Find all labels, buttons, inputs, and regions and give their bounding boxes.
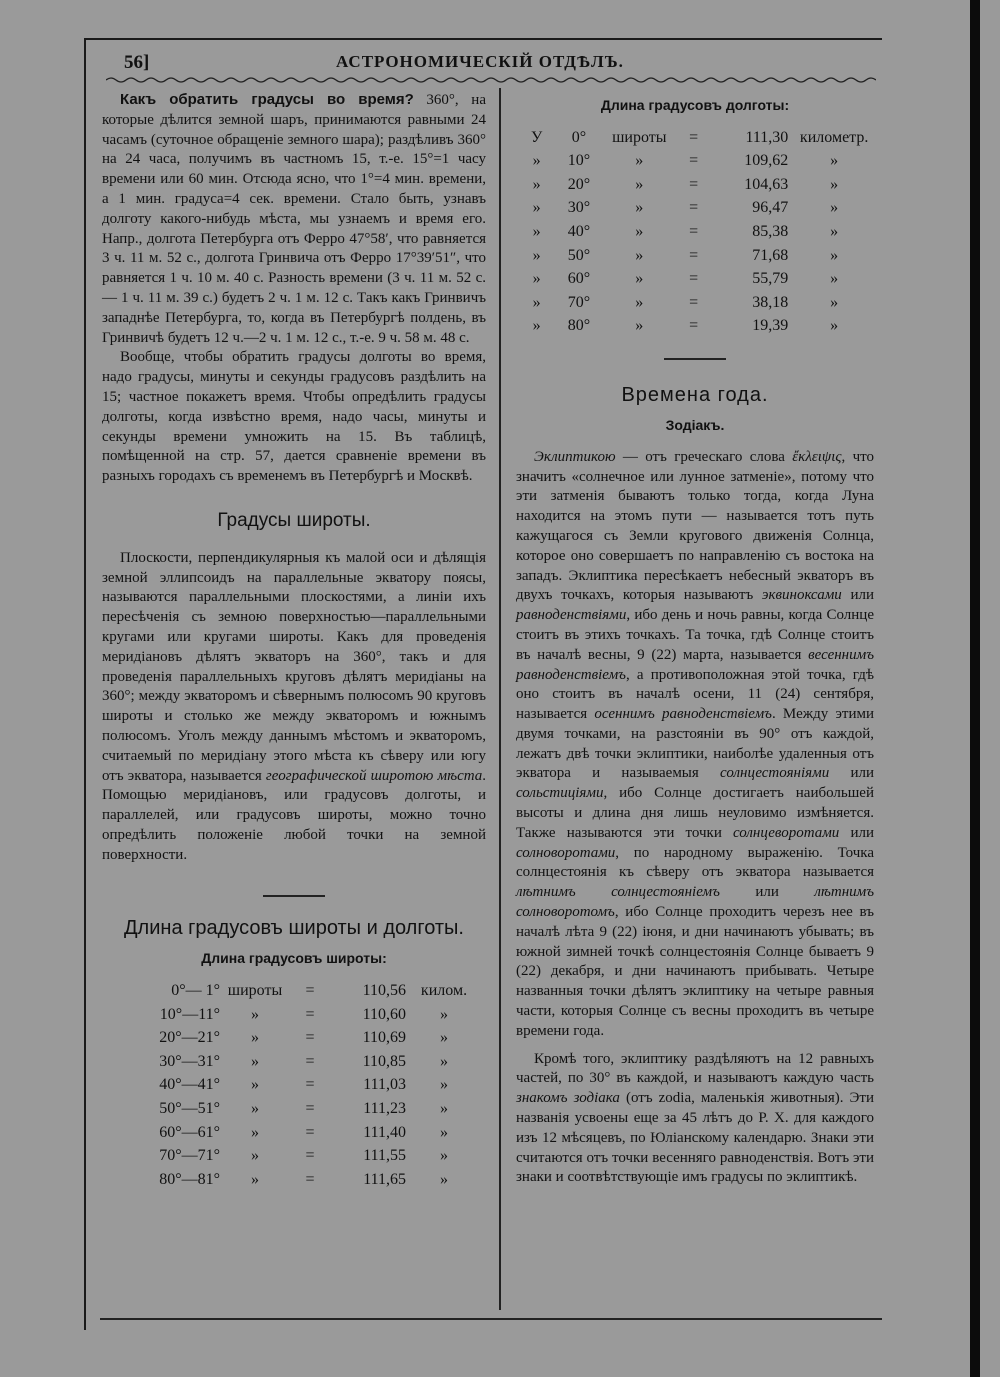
table-cell: »	[532, 317, 541, 335]
paragraph-text: . Помощью меридіановъ, или градусовъ долготы, и параллелей, или градусовъ широты, можно точно опредѣлить положеніе любой точки на земной поверхности.	[102, 767, 486, 863]
table-cell: »	[532, 152, 541, 170]
text: , а противоположная этой точка, гдѣ оно стоитъ въ началѣ осени, 11 (24) сентября, называется	[516, 666, 874, 723]
section-divider	[664, 358, 726, 360]
table-cell: 71,68	[752, 246, 789, 264]
table-cell: 50°	[567, 246, 591, 264]
paragraph-latitude	[102, 549, 486, 866]
table-cell: =	[689, 317, 699, 335]
table-cell: »	[440, 1005, 448, 1023]
table-cell: килом.	[420, 981, 468, 999]
paragraph-ecliptic	[516, 448, 874, 1042]
table-cell: широты	[612, 128, 667, 146]
decorative-wavy-rule	[106, 76, 876, 84]
paragraph-general-rule: Вообще, чтобы обратить градусы долготы во время, надо градусы, минуты и секунды градусовъ раздѣлить на 15; частное покажетъ время. Чтобы опредѣлить градусы долготы, когда извѣстно время, надо часы, минуты и секунды времени умножить на 15. Въ таблицѣ, помѣщенной на стр. 57, дается сравненіе времени въ разныхъ городахъ съ временемъ въ Петербургѣ и Москвѣ.	[102, 349, 486, 485]
table-cell: »	[251, 1170, 259, 1188]
table-cell: 20°	[567, 175, 591, 193]
text: или	[719, 884, 815, 901]
section-heading-latitude: Градусы широты.	[217, 509, 371, 531]
table-cell: 30°	[567, 199, 591, 217]
table-cell: =	[305, 1099, 315, 1117]
table-cell: 70°	[567, 293, 591, 311]
table-cell: километр.	[799, 128, 869, 146]
table-cell: 96,47	[752, 199, 789, 217]
subheading-latitude-lengths: Длина градусовъ широты:	[201, 950, 387, 967]
table-cell: »	[440, 1076, 448, 1094]
table-row	[520, 267, 874, 291]
running-head: АСТРОНОМИЧЕСКІЙ ОТДѢЛЪ.	[336, 52, 624, 71]
table-cell: 30°—31°	[159, 1052, 220, 1070]
table-cell: 110,56	[362, 981, 406, 999]
table-row	[142, 1073, 474, 1097]
table-cell: »	[635, 293, 644, 311]
page-header	[86, 40, 882, 80]
table-cell: 40°	[567, 223, 591, 241]
term: лѣтнимъ солнцестояніемъ	[516, 884, 720, 901]
term: солнцеворотами	[732, 824, 840, 841]
section-heading-seasons: Времена года.	[621, 384, 769, 407]
table-cell: 50°—51°	[159, 1099, 220, 1117]
table-cell: У	[531, 128, 543, 146]
table-cell: =	[305, 1147, 315, 1165]
table-cell: =	[305, 1170, 315, 1188]
paragraph-text: 360°, на которые дѣлится земной шаръ, принимаются равными 24 часамъ (суточное обращеніе земного шара); раздѣливъ 360° на 24 часа, получимъ въ частномъ 15, т.-е. 15°=1 часу времени или 60 мин. Отсюда ясно, что 1°=4 мин. времени, а 1 мин. градуса=4 сек. времени. Стало быть, узнавъ долготу какого-нибудь мѣста, мы узнаемъ и время его. Напр., долгота Петербурга отъ Ферро 47°58′, что равняется 3 ч. 11 м. 52 с., долгота Гринвича отъ Ферро 17°39′51″, что равняется 1 ч. 10 м. 40 с. Разность времени (3 ч. 11 м. 52 с.— 1 ч. 11 м. 39 с.) будетъ 2 ч. 1 м. 12 с. Такъ какъ Гринвичъ западнѣе Петербурга, то, когда въ Петербургѣ полдень, въ Гринвичѣ будетъ 12 ч.—2 ч. 1 м. 12 с., т.-е. 9 ч. 58 м. 48 с.	[102, 92, 486, 346]
text: или	[841, 587, 874, 604]
table-cell: 0°— 1°	[171, 981, 220, 999]
table-row	[520, 291, 874, 315]
table-cell: »	[635, 317, 644, 335]
paragraph-degrees-to-time	[102, 90, 486, 348]
table-cell: 111,23	[363, 1099, 406, 1117]
table-cell: 10°—11°	[159, 1005, 220, 1023]
table-row	[142, 1121, 474, 1145]
term-ecliptic: Эклиптикою	[534, 448, 616, 465]
subheading-zodiac: Зодіакъ.	[665, 416, 725, 433]
table-cell: =	[689, 246, 699, 264]
term: весеннимъ равноденствіемъ	[516, 646, 874, 683]
table-cell: »	[251, 1099, 259, 1117]
table-cell: »	[532, 223, 541, 241]
table-cell: 20°—21°	[159, 1029, 220, 1047]
table-cell: 19,39	[752, 317, 789, 335]
longitude-length-table	[520, 126, 874, 338]
table-cell: 110,60	[362, 1005, 406, 1023]
left-column	[102, 88, 486, 1191]
table-cell: »	[251, 1147, 259, 1165]
column-divider	[499, 88, 501, 1310]
table-cell: »	[635, 223, 644, 241]
table-cell: 85,38	[752, 223, 789, 241]
text: или	[839, 824, 874, 841]
table-cell: =	[305, 1005, 315, 1023]
table-row	[520, 149, 874, 173]
table-cell: »	[830, 317, 839, 335]
table-cell: =	[305, 1076, 315, 1094]
table-cell: »	[830, 175, 839, 193]
text: — отъ греческаго слова	[615, 448, 793, 465]
table-cell: =	[689, 199, 699, 217]
text: или	[829, 765, 874, 782]
table-cell: =	[305, 1123, 315, 1141]
term: осеннимъ равноденствіемъ	[594, 706, 772, 723]
table-cell: 110,85	[362, 1052, 406, 1070]
table-cell: »	[532, 175, 541, 193]
table-cell: »	[532, 270, 541, 288]
table-cell: 40°—41°	[159, 1076, 220, 1094]
term: солноворотами	[516, 844, 616, 861]
subheading-longitude-lengths: Длина градусовъ долготы:	[600, 97, 790, 113]
term-geographic-latitude: географической широтою мѣста	[265, 767, 483, 784]
table-cell: »	[635, 246, 644, 264]
text: , ибо день и ночь равны, когда Солнце стоитъ въ этихъ точкахъ. Та точка, гдѣ Солнце стоитъ въ началѣ весны, 9 (22) марта, называется	[516, 607, 874, 663]
book-page	[84, 38, 882, 1330]
table-cell: 0°	[571, 128, 587, 146]
table-cell: 55,79	[752, 270, 789, 288]
table-cell: 109,62	[744, 152, 789, 170]
table-cell: »	[830, 199, 839, 217]
table-cell: »	[251, 1005, 259, 1023]
section-heading-lengths: Длина градусовъ широты и долготы.	[124, 917, 464, 940]
table-cell: »	[532, 293, 541, 311]
table-cell: »	[635, 152, 644, 170]
table-row	[520, 173, 874, 197]
table-cell: »	[532, 246, 541, 264]
table-cell: »	[635, 175, 644, 193]
table-row	[142, 1050, 474, 1074]
table-cell: »	[532, 199, 541, 217]
table-cell: »	[830, 293, 839, 311]
term: эквиноксами	[761, 587, 842, 604]
table-cell: 10°	[567, 152, 591, 170]
text: , что значитъ «солнечное или лунное затменіе», потому что эти затменія бываютъ только тогда, когда Луна находится на этомъ пути — называется тотъ путь кажущагося съ Земли кругового движенія Солнца, которое оно совершаетъ по направленію съ востока на западъ. Эклиптика пересѣкаетъ небесный экваторъ въ двухъ точкахъ, которыя называютъ	[516, 448, 874, 604]
text: , по народному выраженію. Точка солнцестоянія къ сѣверу отъ экватора называется	[516, 844, 874, 881]
table-row	[142, 1003, 474, 1027]
table-cell: =	[689, 223, 699, 241]
table-cell: =	[305, 1052, 315, 1070]
paragraph-zodiac-signs	[516, 1050, 874, 1189]
term: солнцестояніями	[720, 765, 830, 782]
table-cell: »	[830, 270, 839, 288]
table-cell: »	[251, 1029, 259, 1047]
term: лѣтнимъ солноворотомъ	[516, 884, 874, 921]
table-row	[142, 1097, 474, 1121]
text: . Между этими двумя точками, на разстояніи въ 90° отъ каждой, лежатъ двѣ точки эклиптики, наиболѣе удаленныя отъ экватора и называемыя	[516, 706, 874, 782]
table-row	[520, 315, 874, 339]
table-cell: »	[830, 223, 839, 241]
table-cell: 80°—81°	[159, 1170, 220, 1188]
table-row	[520, 126, 874, 150]
table-cell: 70°—71°	[159, 1147, 220, 1165]
table-cell: »	[635, 270, 644, 288]
term: равноденствіями	[516, 607, 627, 624]
table-cell: =	[305, 981, 315, 999]
table-cell: »	[440, 1123, 448, 1141]
table-cell: »	[830, 152, 839, 170]
text: , ибо Солнце достигаетъ наибольшей высоты и длина дня лишь неуловимо измѣняется. Также называются эти точки	[516, 785, 874, 841]
table-row	[520, 244, 874, 268]
table-cell: 104,63	[744, 175, 789, 193]
section-divider	[263, 895, 325, 897]
table-cell: »	[440, 1170, 448, 1188]
table-cell: »	[440, 1052, 448, 1070]
table-cell: »	[440, 1147, 448, 1165]
table-cell: »	[251, 1123, 259, 1141]
table-cell: =	[689, 152, 699, 170]
paragraph-lead: Какъ обратить градусы во время?	[120, 91, 414, 108]
table-cell: »	[440, 1029, 448, 1047]
table-cell: =	[689, 175, 699, 193]
table-row	[142, 1168, 474, 1192]
page-edge-shadow	[970, 0, 980, 1377]
table-row	[142, 979, 474, 1003]
right-column	[516, 88, 874, 1188]
table-cell: »	[251, 1052, 259, 1070]
table-cell: =	[305, 1029, 315, 1047]
table-row	[142, 1026, 474, 1050]
paragraph-text: Плоскости, перпендикулярныя къ малой оси и дѣлящія земной эллипсоидъ на параллельные экватору поясы, называются параллельными плоскостями, а линіи ихъ пересѣченія съ земною поверхностью—параллельными кругами или кругами широты. Какъ для проведенія меридіановъ дѣлятъ экваторъ на 360°, такъ и для проведенія параллельныхъ круговъ дѣлятъ меридіаны на 360°; между экваторомъ и сѣвернымъ полюсомъ 90 круговъ широты и столько же между экваторомъ и южнымъ полюсомъ. Уголъ между даннымъ мѣстомъ и экваторомъ, считаемый по меридіану этого мѣста къ сѣверу или югу отъ экватора, называется	[102, 549, 486, 784]
table-cell: =	[689, 270, 699, 288]
table-cell: 60°	[567, 270, 591, 288]
text: , ибо Солнце проходитъ черезъ нее въ началѣ лѣта 9 (22) іюня, и дни начинаютъ убывать; въ южной зимней точкѣ солнцестоянія Солнце бываетъ 9 (22) декабря, и дни начинаютъ прибывать. Четыре названныя точки дѣлятъ эклиптику на четыре равныя части, которыя Солнце съ весны проходитъ въ четыре времени года.	[516, 904, 874, 1039]
page-number: 56]	[124, 52, 150, 73]
table-cell: »	[635, 199, 644, 217]
term-zodiac-sign: знакомъ зодіака	[516, 1090, 620, 1107]
table-cell: 111,30	[745, 128, 789, 146]
table-cell: »	[830, 246, 839, 264]
table-cell: »	[251, 1076, 259, 1094]
table-cell: 111,65	[363, 1170, 406, 1188]
table-cell: 38,18	[752, 293, 789, 311]
table-cell: =	[689, 128, 699, 146]
table-row	[142, 1144, 474, 1168]
term: сольстиціями	[516, 785, 604, 802]
table-cell: 111,55	[363, 1147, 406, 1165]
table-cell: 60°—61°	[159, 1123, 220, 1141]
table-cell: =	[689, 293, 699, 311]
bottom-rule	[100, 1318, 882, 1320]
table-cell: 111,03	[363, 1076, 406, 1094]
greek-word: ἔκλειψις	[792, 448, 842, 465]
latitude-length-table	[142, 979, 474, 1191]
table-cell: 110,69	[362, 1029, 406, 1047]
table-row	[520, 197, 874, 221]
table-row	[520, 220, 874, 244]
text: Кромѣ того, эклиптику раздѣляютъ на 12 равныхъ частей, по 30° въ каждой, и называютъ каждую часть	[516, 1050, 874, 1087]
table-cell: широты	[227, 981, 283, 999]
text: (отъ zodia, маленькія животныя). Эти названія усвоены еще за 45 лѣтъ до Р. Х. для каждого изъ 12 мѣсяцевъ, по Юліанскому календарю. Знаки эти считаются отъ точки весенняго равноденствія. Вотъ эти знаки и соотвѣтствующіе имъ градусы по эклиптикѣ.	[516, 1090, 874, 1186]
table-cell: 80°	[567, 317, 591, 335]
table-cell: 111,40	[363, 1123, 406, 1141]
table-cell: »	[440, 1099, 448, 1117]
